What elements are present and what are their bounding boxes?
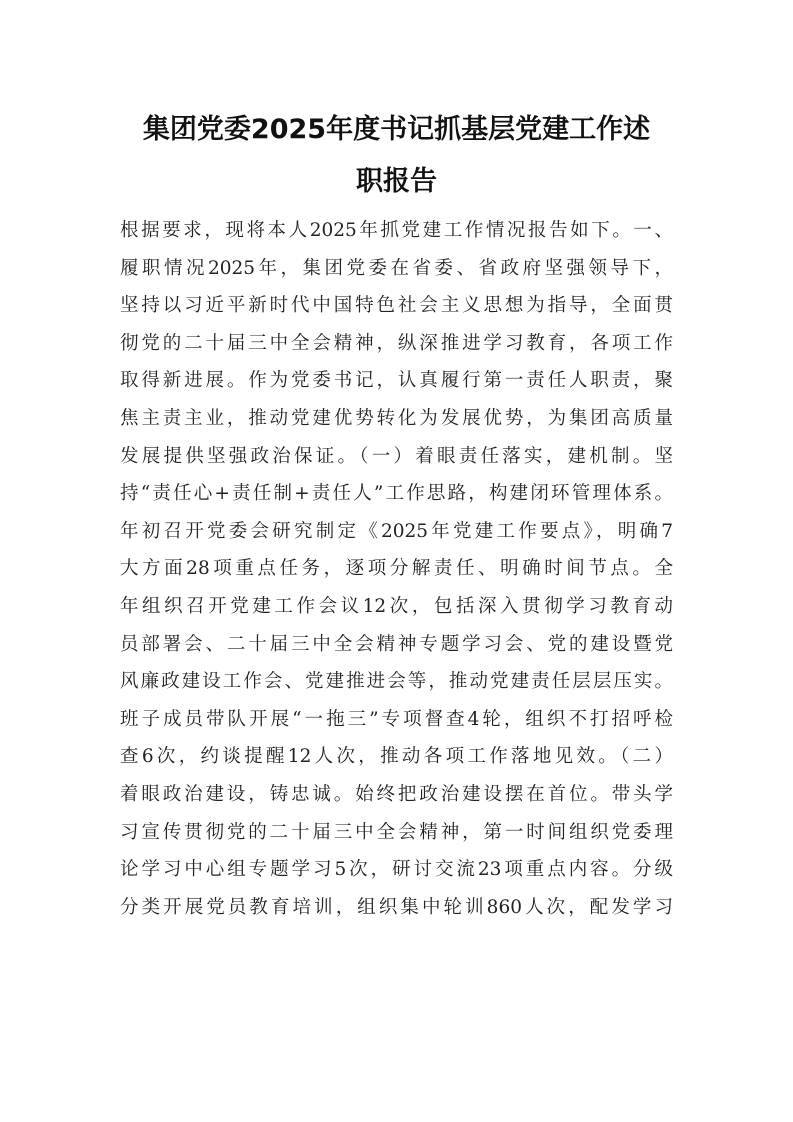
title-line: 集团党委2025年度书记抓基层党建工作述 xyxy=(142,114,651,145)
document-title xyxy=(110,104,683,208)
body-line: 论学习中心组专题学习5次，研讨交流23项重点内容。分级 xyxy=(120,859,673,881)
body-line: 大方面28项重点任务，逐项分解责任、明确时间节点。全 xyxy=(120,558,673,580)
body-line: 查6次，约谈提醒12人次，推动各项工作落地见效。（二） xyxy=(120,746,673,768)
document-body xyxy=(120,212,673,926)
body-line: 根据要求，现将本人2025年抓党建工作情况报告如下。一、 xyxy=(120,220,673,241)
body-line: 年组织召开党建工作会议12次，包括深入贯彻学习教育动 xyxy=(120,595,673,617)
body-line: 取得新进展。作为党委书记，认真履行第一责任人职责，聚 xyxy=(120,370,673,392)
body-line: 持“责任心+责任制+责任人”工作思路，构建闭环管理体系。 xyxy=(120,483,673,505)
body-line: 习宣传贯彻党的二十届三中全会精神，第一时间组织党委理 xyxy=(120,821,673,843)
body-line: 风廉政建设工作会、党建推进会等，推动党建责任层层压实。 xyxy=(120,671,673,693)
body-line: 着眼政治建设，铸忠诚。始终把政治建设摆在首位。带头学 xyxy=(120,783,673,805)
body-line: 履职情况2025年，集团党委在省委、省政府坚强领导下， xyxy=(120,257,673,279)
body-line: 年初召开党委会研究制定《2025年党建工作要点》，明确7 xyxy=(120,520,673,542)
body-line: 彻党的二十届三中全会精神，纵深推进学习教育，各项工作 xyxy=(120,332,673,354)
body-line: 员部署会、二十届三中全会精神专题学习会、党的建设暨党 xyxy=(120,633,673,655)
title-line: 职报告 xyxy=(356,166,437,197)
body-line: 焦主责主业，推动党建优势转化为发展优势，为集团高质量 xyxy=(120,407,673,429)
body-line: 分类开展党员教育培训，组织集中轮训860人次，配发学习 xyxy=(120,896,673,918)
body-line: 发展提供坚强政治保证。（一）着眼责任落实，建机制。坚 xyxy=(120,445,673,467)
body-line: 班子成员带队开展“一拖三”专项督查4轮，组织不打招呼检 xyxy=(120,708,673,730)
body-line: 坚持以习近平新时代中国特色社会主义思想为指导，全面贯 xyxy=(120,295,673,317)
